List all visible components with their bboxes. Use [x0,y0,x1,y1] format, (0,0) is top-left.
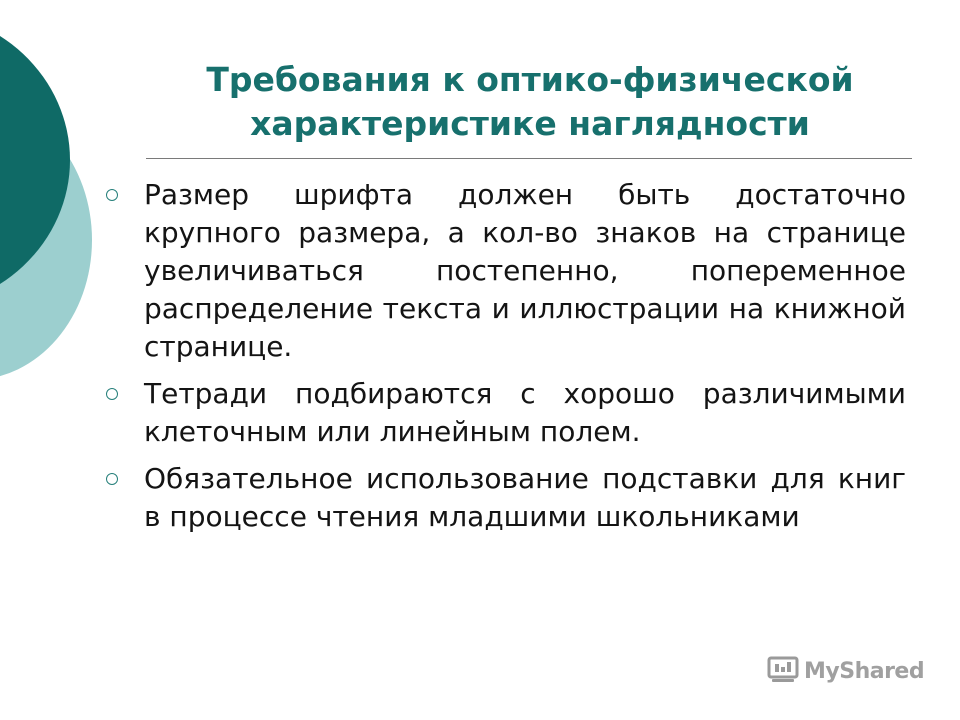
title-divider [146,158,912,159]
bullet-list [106,176,906,545]
presentation-screen-icon [766,656,800,686]
bullet-circle-icon [106,176,144,214]
watermark-text: MyShared [804,658,925,684]
bullet-text: Обязательное использование подставки для книг в процессе чтения младшими школьниками [144,462,906,533]
myshared-watermark [766,656,924,686]
bullet-circle-icon [106,460,144,498]
bullet-text: Тетради подбираются с хорошо различимыми клеточным или линейным полем. [144,377,906,448]
bullet-circle-icon [106,375,144,413]
bullet-item [106,176,906,366]
bullet-text: Размер шрифта должен быть достаточно крупного размера, а кол-во знаков на странице увеличиваться постепенно, попеременное распределение текста и иллюстрации на книжной странице. [144,178,906,363]
bullet-item [106,375,906,451]
bullet-item [106,460,906,536]
slide-title [130,58,930,146]
title-line-2: характеристике наглядности [250,104,810,143]
title-line-1: Требования к оптико-физической [206,60,854,99]
